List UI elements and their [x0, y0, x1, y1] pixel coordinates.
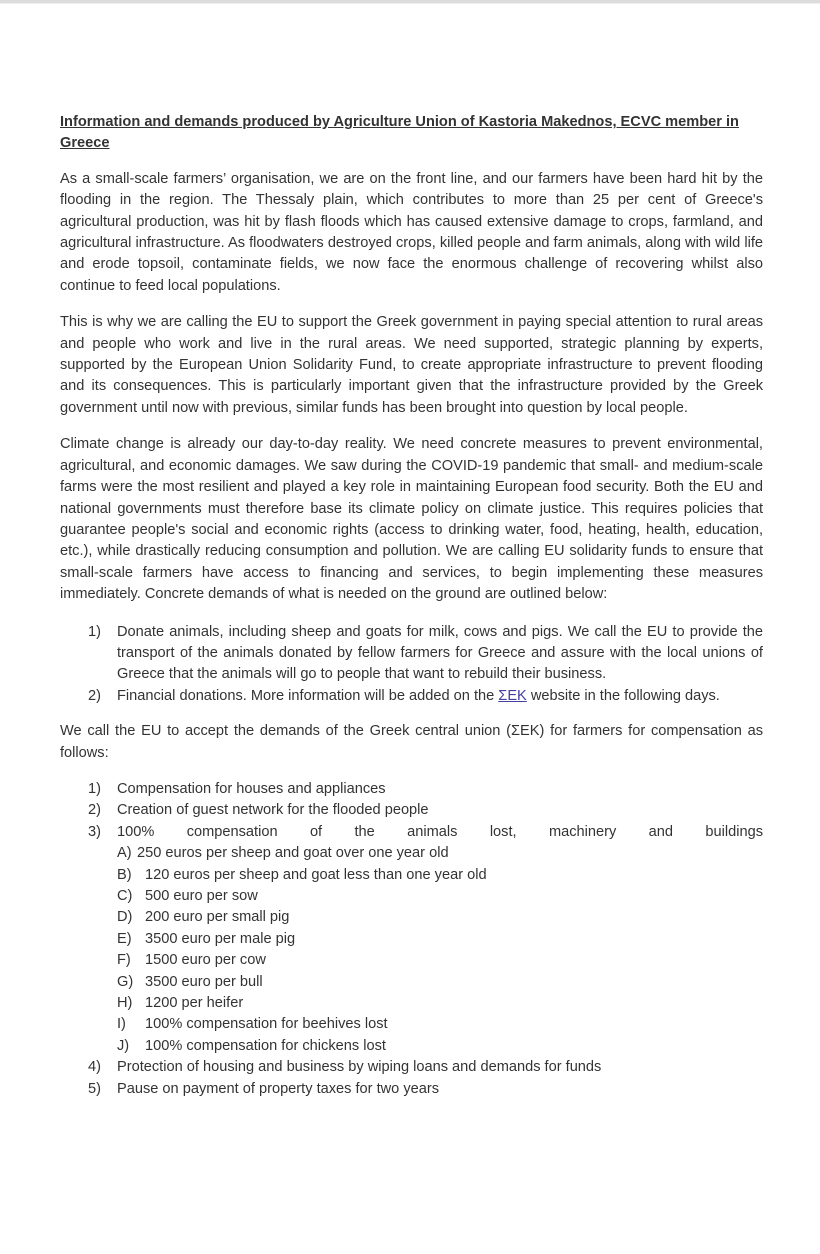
- compensation-sub-list: [60, 843, 763, 1057]
- sub-list-item-text: 3500 euro per male pig: [145, 930, 296, 947]
- document-title: Information and demands produced by Agriculture Union of Kastoria Makednos, ECVC member in Greece: [60, 114, 739, 152]
- list-item-text: Compensation for houses and appliances: [117, 780, 386, 797]
- list-item-text: [117, 686, 763, 707]
- sub-list-item: [60, 1036, 763, 1057]
- sub-list-item-text: 120 euros per sheep and goat less than one year old: [145, 866, 487, 883]
- sub-list-item-marker: C): [117, 888, 133, 904]
- paragraph-climate: Climate change is already our day-to-day reality. We need concrete measures to prevent environmental, agricultural, and economic damages. We saw during the COVID-19 pandemic that small- and medium-scale farms were the most resilient and played a key role in maintaining European food security. Both the EU and national governments must therefore base its climate policy on climate justice. This requires policies that guarantee people's social and economic rights (access to drinking water, food, heating, health, education, etc.), while drastically reducing consumption and pollution. We are calling EU solidarity funds to ensure that small-scale farmers have access to financing and services, to begin implementing these measures immediately. Concrete demands of what is needed on the ground are outlined below:: [60, 436, 763, 603]
- list-item-text: Pause on payment of property taxes for two years: [117, 1080, 440, 1097]
- sub-list-item-text: 1200 per heifer: [145, 995, 244, 1012]
- sub-list-item-marker: E): [117, 930, 132, 947]
- list-item-text: Creation of guest network for the flooded people: [117, 802, 429, 819]
- sub-list-item: [60, 929, 763, 950]
- list-item-marker: 4): [88, 1059, 101, 1076]
- demands-list: [60, 779, 763, 843]
- sub-list-item: [60, 886, 763, 907]
- list-item: [60, 822, 763, 843]
- list-item-text-before-link: Financial donations. More information will be added on the: [117, 687, 499, 704]
- aid-list: [60, 622, 763, 708]
- sub-list-item-text: 200 euro per small pig: [145, 909, 290, 926]
- sub-list-item: [60, 843, 763, 864]
- sub-list-item-marker: D): [117, 909, 133, 926]
- list-item-marker: 1): [88, 780, 101, 797]
- sub-list-item: [60, 950, 763, 971]
- sub-list-item: [60, 993, 763, 1014]
- sub-list-item-text: 250 euros per sheep and goat over one year old: [137, 845, 449, 862]
- list-item-marker: 2): [88, 802, 101, 819]
- sub-list-item-marker: B): [117, 866, 132, 883]
- list-item: [60, 779, 763, 800]
- sub-list-item-text: 500 euro per sow: [145, 888, 258, 904]
- list-item-text-after-link: website in the following days.: [526, 687, 720, 704]
- demands-list-tail: [60, 1057, 763, 1100]
- sub-list-item-text: 100% compensation for beehives lost: [145, 1016, 388, 1033]
- sub-list-item-text: 100% compensation for chickens lost: [145, 1037, 386, 1054]
- list-item-text: Protection of housing and business by wiping loans and demands for funds: [117, 1059, 602, 1076]
- sub-list-item-marker: I): [117, 1016, 126, 1033]
- paragraph-demands-intro: We call the EU to accept the demands of the Greek central union (ΣΕΚ) for farmers for compensation as follows:: [60, 723, 763, 761]
- list-item: [60, 1079, 763, 1100]
- sub-list-item-marker: F): [117, 952, 131, 969]
- list-item-marker: 3): [88, 823, 101, 840]
- paragraph-intro: As a small-scale farmers’ organisation, we are on the front line, and our farmers have been hard hit by the flooding in the region. The Thessaly plain, which contributes to more than 25 per cent of Greece's agricultural production, was hit by flash floods which has caused extensive damage to crops, farmland, and agricultural infrastructure. As floodwaters destroyed crops, killed people and farm animals, along with wild life and erode topsoil, contaminate fields, we now face the enormous challenge of recovering whilst also continue to feed local populations.: [60, 170, 763, 294]
- sub-list-item: [60, 972, 763, 993]
- list-item: [60, 800, 763, 821]
- sub-list-item-marker: A): [117, 845, 132, 862]
- list-item: [60, 1057, 763, 1078]
- sub-list-item-text: 1500 euro per cow: [145, 952, 266, 969]
- list-item: [60, 622, 763, 686]
- list-item-marker: 1): [88, 623, 101, 640]
- sub-list-item-text: 3500 euro per bull: [145, 973, 263, 990]
- list-item-marker: 2): [88, 687, 101, 704]
- paragraph-eu-support: This is why we are calling the EU to support the Greek government in paying special attention to rural areas and people who work and live in the rural areas. We need supported, strategic planning by experts, supported by the European Union Solidarity Fund, to create appropriate infrastructure to prevent flooding and its consequences. This is particularly important given that the infrastructure provided by the Greek government until now with previous, similar funds has been brought into question by local people.: [60, 314, 763, 416]
- list-item-marker: 5): [88, 1080, 101, 1097]
- sub-list-item: [60, 1014, 763, 1035]
- document-page: [0, 4, 820, 1100]
- sek-website-link[interactable]: ΣΕΚ: [498, 687, 527, 704]
- sub-list-item: [60, 865, 763, 886]
- sub-list-item-marker: H): [117, 995, 133, 1012]
- sub-list-item-marker: G): [117, 973, 134, 990]
- sub-list-item-marker: J): [117, 1037, 130, 1054]
- list-item-text: Donate animals, including sheep and goats for milk, cows and pigs. We call the EU to provide the transport of the animals donated by fellow farmers for Greece and assure with the local unions of Greece that the animals will go to people that want to rebuild their business.: [117, 623, 763, 683]
- sub-list-item: [60, 907, 763, 928]
- list-item: [60, 686, 763, 707]
- list-item-text: 100% compensation of the animals lost, machinery and buildings: [117, 823, 763, 840]
